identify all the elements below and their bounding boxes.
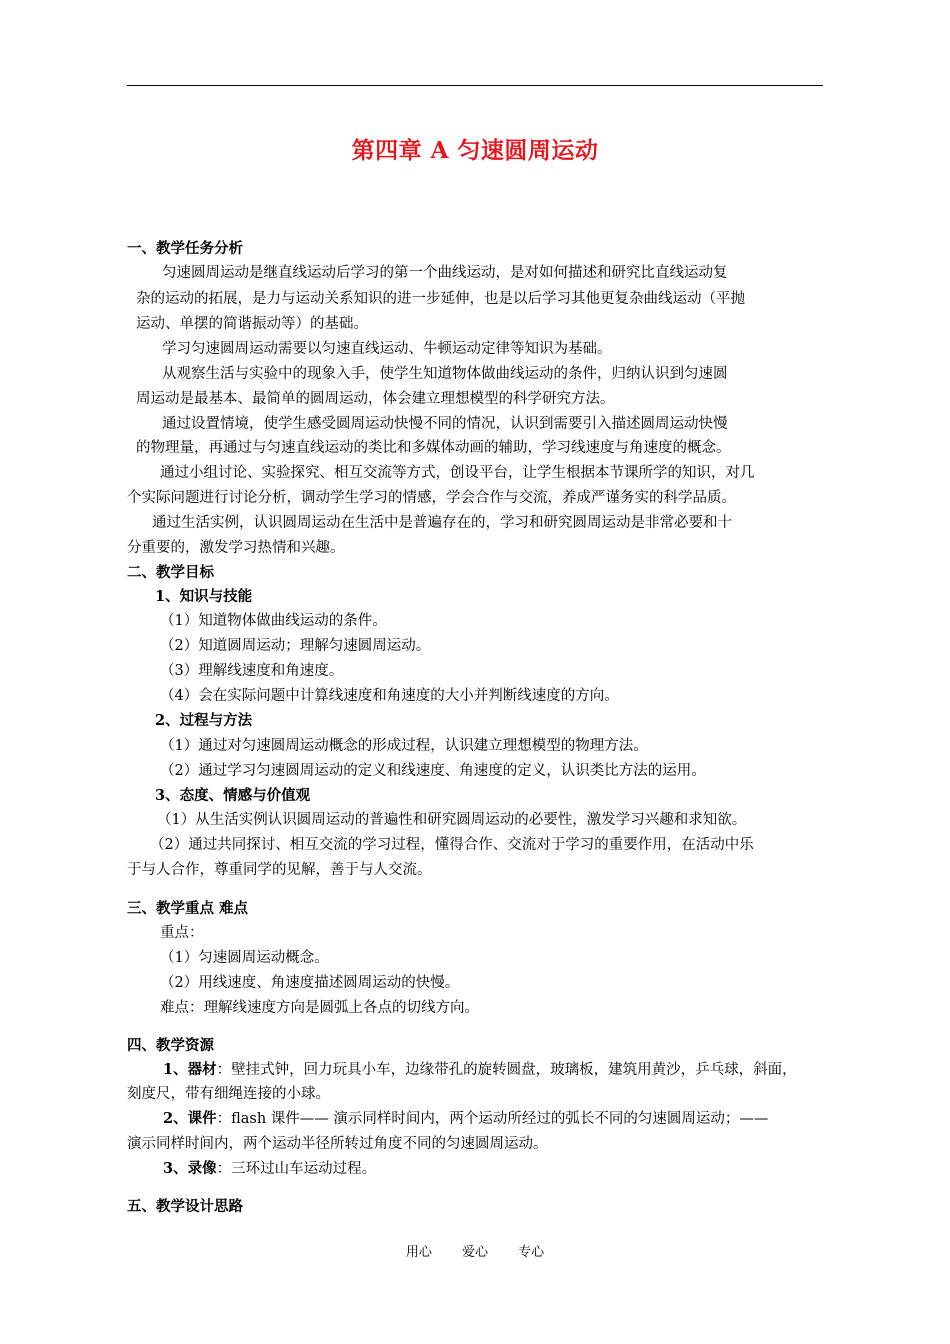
paragraph-line: 个实际问题进行讨论分析，调动学生学习的情感，学会合作与交流，养成严谨务实的科学品质。 — [127, 490, 736, 506]
resource-label: 1、器材 — [163, 1061, 217, 1078]
section-heading-task-analysis: 一、教学任务分析 — [127, 240, 243, 257]
list-item: （1）知道物体做曲线运动的条件。 — [160, 613, 387, 629]
paragraph-line: 通过生活实例，认识圆周运动在生活中是普遍存在的，学习和研究圆周运动是非常必要和十 — [152, 515, 732, 531]
subheading-process-method: 2、过程与方法 — [155, 712, 253, 729]
resource-text: 演示同样时间内，两个运动半径所转过角度不同的匀速圆周运动。 — [127, 1136, 548, 1152]
list-item: （3）理解线速度和角速度。 — [160, 663, 344, 679]
footer-word: 爱心 — [461, 1245, 488, 1260]
paragraph-line: 学习匀速圆周运动需要以匀速直线运动、牛顿运动定律等知识为基础。 — [162, 341, 612, 357]
paragraph-line: 从观察生活与实验中的现象入手，使学生知道物体做曲线运动的条件，归纳认识到匀速圆 — [162, 366, 728, 382]
subheading-knowledge-skills: 1、知识与技能 — [155, 588, 253, 605]
section-heading-key-points: 三、教学重点 难点 — [127, 900, 249, 917]
list-item: （1）匀速圆周运动概念。 — [160, 950, 329, 966]
footer-word: 专心 — [518, 1245, 545, 1260]
list-item: （2）用线速度、角速度描述圆周运动的快慢。 — [160, 975, 460, 991]
paragraph-line: 运动、单摆的简谐振动等）的基础。 — [136, 316, 368, 332]
section-heading-resources: 四、教学资源 — [127, 1037, 214, 1054]
paragraph-line: 匀速圆周运动是继直线运动后学习的第一个曲线运动，是对如何描述和研究比直线运动复 — [162, 265, 728, 281]
list-item: （4）会在实际问题中计算线速度和角速度的大小并判断线速度的方向。 — [160, 688, 619, 704]
resource-label: 3、录像 — [163, 1160, 217, 1177]
list-item: 于与人合作，尊重同学的见解，善于与人交流。 — [127, 862, 432, 878]
footer-word: 用心 — [405, 1245, 432, 1260]
chapter-title: 第四章 A 匀速圆周运动 — [351, 137, 599, 164]
section-heading-design: 五、教学设计思路 — [127, 1198, 243, 1215]
resource-text: 刻度尺，带有细绳连接的小球。 — [127, 1086, 330, 1102]
list-item: （2）知道圆周运动；理解匀速圆周运动。 — [160, 638, 431, 654]
difficulty-line: 难点：理解线速度方向是圆弧上各点的切线方向。 — [160, 1000, 479, 1016]
page-footer — [0, 1241, 950, 1260]
paragraph-line: 分重要的，激发学习热情和兴趣。 — [127, 540, 345, 556]
resource-equipment — [163, 1060, 797, 1080]
section-heading-objectives: 二、教学目标 — [127, 564, 214, 581]
resource-text: ：三环过山车运动过程。 — [216, 1161, 377, 1177]
paragraph-line: 通过小组讨论、实验探究、相互交流等方式，创设平台，让学生根据本节课所学的知识，对几 — [160, 465, 755, 481]
subheading-attitude-values: 3、态度、情感与价值观 — [155, 787, 311, 804]
paragraph-line: 杂的运动的拓展，是力与运动关系知识的进一步延伸，也是以后学习其他更复杂曲线运动（平抛 — [136, 291, 745, 307]
list-item: （2）通过学习匀速圆周运动的定义和线速度、角速度的定义，认识类比方法的运用。 — [160, 763, 706, 779]
resource-courseware — [163, 1109, 768, 1129]
header-rule — [127, 85, 823, 86]
paragraph-line: 通过设置情境，使学生感受圆周运动快慢不同的情况，认识到需要引入描述圆周运动快慢 — [162, 416, 728, 432]
list-item: （1）通过对匀速圆周运动概念的形成过程，认识建立理想模型的物理方法。 — [160, 738, 648, 754]
list-item: （2）通过共同探讨、相互交流的学习过程，懂得合作、交流对于学习的重要作用，在活动中乐 — [150, 837, 754, 853]
resource-text: ：壁挂式钟，回力玩具小车，边缘带孔的旋转圆盘，玻璃板，建筑用黄沙，乒乓球，斜面， — [216, 1062, 797, 1078]
paragraph-line: 周运动是最基本、最简单的圆周运动，体会建立理想模型的科学研究方法。 — [136, 391, 615, 407]
resource-label: 2、课件 — [163, 1110, 217, 1127]
key-point-label: 重点： — [160, 925, 204, 941]
resource-text: ：flash 课件—— 演示同样时间内，两个运动所经过的弧长不同的匀速圆周运动；—— — [216, 1111, 769, 1127]
paragraph-line: 的物理量，再通过与匀速直线运动的类比和多媒体动画的辅助，学习线速度与角速度的概念。 — [136, 440, 731, 456]
resource-video — [163, 1159, 376, 1179]
list-item: （1）从生活实例认识圆周运动的普遍性和研究圆周运动的必要性，激发学习兴趣和求知欲。 — [157, 812, 747, 828]
